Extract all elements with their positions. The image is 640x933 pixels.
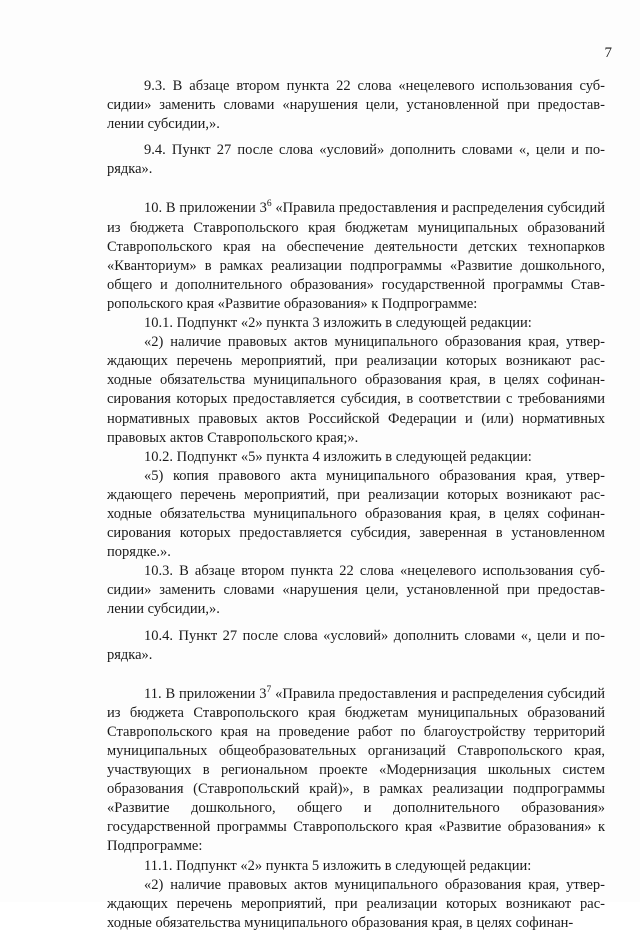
paragraph-text: «Правила предоставления и распределения субсидий из бюджета Ставропольского края бюджетам муниципальных образований Ставропольского края на проведение работ по благоустройству территорий муниципальных общеобразовательных организаций Ставропольского края, участвующих в региональном проекте «Модернизация школьных систем образования (Ставропольский край)», в рамках реализации подпрограммы «Развитие дошкольного, общего и дополнительного образования» государственной программы Ставропольского края «Развитие образования» к Подпрограмме: bbox=[107, 685, 605, 855]
paragraph-text: 11.1. Подпункт «2» пункта 5 изложить в следующей редакции: bbox=[144, 857, 532, 874]
paragraph-text: 10.1. Подпункт «2» пункта 3 изложить в следующей редакции: bbox=[144, 315, 532, 332]
paragraph-text: 10.3. В абзаце втором пункта 22 слова «нецелевого использования субсидии» заменить словами «нарушения цели, установленной при предоставлении субсидии,». bbox=[107, 563, 605, 618]
paragraph-text: 9.4. Пункт 27 после слова «условий» дополнить словами «, цели и порядка». bbox=[107, 142, 605, 178]
paragraph-text: «2) наличие правовых актов муниципального образования края, утверждающих перечень мероприятий, при реализации которых возникают расходные обязательства муниципального образования края, в целях софинансирования которых предоставляется субсидия, в соответствии с требованиями нормативных правовых актов Российской Федерации и (или) нормативных правовых актов Ставропольского края;». bbox=[107, 334, 605, 446]
paragraph-10-1 bbox=[107, 314, 605, 333]
paragraph-text: «5) копия правового акта муниципального образования края, утверждающего перечень мероприятий, при реализации которых возникают расходные обязательства муниципального образования края, в целях софинансирования которых предоставляется субсидия, заверенная в установленном порядке.». bbox=[107, 467, 605, 561]
paragraph-10-4 bbox=[107, 627, 605, 665]
paragraph-9-4 bbox=[107, 141, 605, 179]
paragraph-text: «2) наличие правовых актов муниципального образования края, утверждающих перечень мероприятий, при реализации которых возникают расходные обязательства муниципального образования края, в целях софинан- bbox=[107, 876, 605, 931]
paragraph-11 bbox=[107, 685, 605, 857]
paragraph-10-1-text bbox=[107, 333, 605, 448]
paragraph-9-3 bbox=[107, 77, 605, 134]
paragraph-text: «Правила предоставления и распределения субсидий из бюджета Ставропольского края бюджетам муниципальных образований Ставропольского края на обеспечение деятельности детских технопарков «Кванториум» в рамках реализации подпрограммы «Развитие дошкольного, общего и дополнительного образования» государственной программы Ставропольского края «Развитие образования» к Подпрограмме: bbox=[107, 200, 606, 312]
paragraph-10-2 bbox=[107, 448, 605, 467]
document-body bbox=[107, 77, 605, 933]
paragraph-11-1 bbox=[107, 857, 605, 876]
paragraph-text: 11. В приложении 3 bbox=[144, 685, 267, 702]
paragraph-text: 9.3. В абзаце втором пункта 22 слова «нецелевого использования субсидии» заменить словами «нарушения цели, установленной при предоставлении субсидии,». bbox=[107, 78, 605, 133]
paragraph-11-1-text bbox=[107, 876, 605, 933]
page-number: 7 bbox=[604, 45, 612, 61]
appendix-superscript: 6 bbox=[266, 199, 272, 210]
paragraph-10-2-text bbox=[107, 467, 605, 562]
paragraph-10 bbox=[107, 199, 605, 314]
paragraph-text: 10.2. Подпункт «5» пункта 4 изложить в следующей редакции: bbox=[144, 448, 532, 465]
paragraph-10-3 bbox=[107, 562, 605, 619]
paragraph-text: 10.4. Пункт 27 после слова «условий» дополнить словами «, цели и порядка». bbox=[107, 627, 605, 663]
appendix-superscript: 7 bbox=[266, 684, 272, 695]
paragraph-text: 10. В приложении 3 bbox=[144, 200, 267, 217]
